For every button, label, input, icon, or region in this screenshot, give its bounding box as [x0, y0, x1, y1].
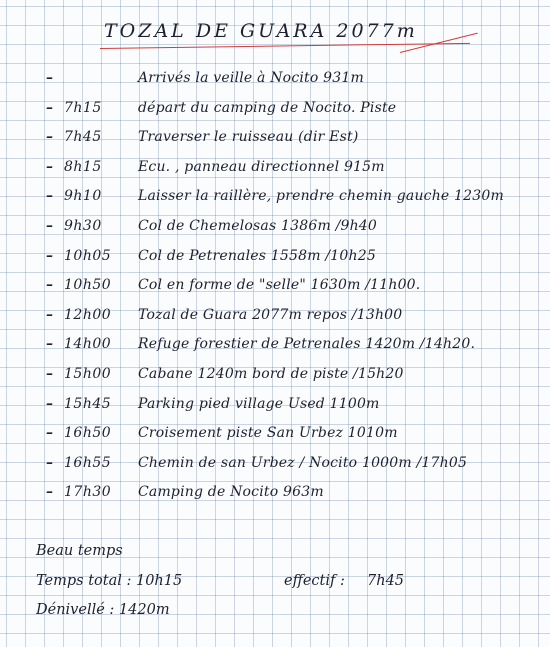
bullet-dash: – [46, 188, 53, 205]
entry-text: Col de Chemelosas 1386m /9h40 [138, 217, 378, 234]
page-title: TOZAL DE GUARA 2077m [104, 20, 418, 42]
total-time-line [36, 573, 405, 589]
list-item [46, 449, 546, 479]
entry-text: Arrivés la veille à Nocito 931m [138, 70, 364, 86]
bullet-dash: – [46, 484, 53, 501]
itinerary-list [46, 64, 546, 508]
entry-text: Tozal de Guara 2077m repos /13h00 [138, 306, 403, 323]
entry-time: 9h10 [64, 188, 102, 205]
bullet-dash: – [46, 247, 53, 264]
entry-time: 17h30 [64, 484, 112, 501]
bullet-dash: – [46, 454, 53, 471]
bullet-dash: – [46, 306, 53, 323]
effective-time-label: effectif : [284, 573, 345, 589]
list-item [46, 301, 546, 331]
list-item [46, 271, 546, 301]
entry-time: 14h00 [64, 336, 112, 353]
entry-time: 15h45 [64, 395, 112, 412]
bullet-dash: – [46, 70, 53, 86]
entry-time: 9h30 [64, 217, 102, 234]
entry-text: Croisement piste San Urbez 1010m [138, 425, 398, 442]
list-item [46, 390, 546, 420]
entry-time: 12h00 [64, 306, 112, 323]
entry-text: Col de Petrenales 1558m /10h25 [138, 247, 376, 264]
list-item [46, 153, 546, 183]
list-item [46, 330, 546, 360]
entry-text: Col en forme de "selle" 1630m /11h00. [138, 277, 421, 294]
entry-text: Camping de Nocito 963m [138, 484, 324, 501]
entry-text: Ecu. , panneau directionnel 915m [138, 158, 385, 175]
list-item [46, 182, 546, 212]
entry-time: 10h05 [64, 247, 112, 264]
entry-text: Refuge forestier de Petrenales 1420m /14h20. [138, 336, 476, 353]
bullet-dash: – [46, 158, 53, 175]
entry-time: 15h00 [64, 365, 112, 382]
entry-text: Chemin de san Urbez / Nocito 1000m /17h05 [138, 454, 468, 471]
weather-note: Beau temps [36, 543, 123, 559]
list-item [46, 123, 546, 153]
list-item [46, 478, 546, 508]
list-item [46, 419, 546, 449]
bullet-dash: – [46, 277, 53, 294]
entry-text: Laisser la raillère, prendre chemin gauche 1230m [138, 188, 504, 205]
entry-time: 16h50 [64, 425, 112, 442]
effective-time-value: 7h45 [367, 573, 405, 589]
list-item [46, 64, 546, 94]
bullet-dash: – [46, 336, 53, 353]
entry-text: départ du camping de Nocito. Piste [138, 99, 397, 116]
elevation-gain-note: Dénivellé : 1420m [36, 602, 170, 618]
entry-time: 16h55 [64, 454, 112, 471]
entry-time: 10h50 [64, 277, 112, 294]
list-item [46, 94, 546, 124]
total-time-label: Temps total : 10h15 [36, 573, 183, 589]
entry-time: 8h15 [64, 158, 102, 175]
list-item [46, 360, 546, 390]
bullet-dash: – [46, 425, 53, 442]
list-item [46, 212, 546, 242]
bullet-dash: – [46, 217, 53, 234]
entry-text: Cabane 1240m bord de piste /15h20 [138, 365, 404, 382]
bullet-dash: – [46, 99, 53, 116]
bullet-dash: – [46, 365, 53, 382]
entry-text: Traverser le ruisseau (dir Est) [138, 129, 359, 146]
entry-time: 7h15 [64, 99, 102, 116]
bullet-dash: – [46, 395, 53, 412]
bullet-dash: – [46, 129, 53, 146]
entry-text: Parking pied village Used 1100m [138, 395, 380, 412]
entry-time: 7h45 [64, 129, 102, 146]
list-item [46, 242, 546, 272]
